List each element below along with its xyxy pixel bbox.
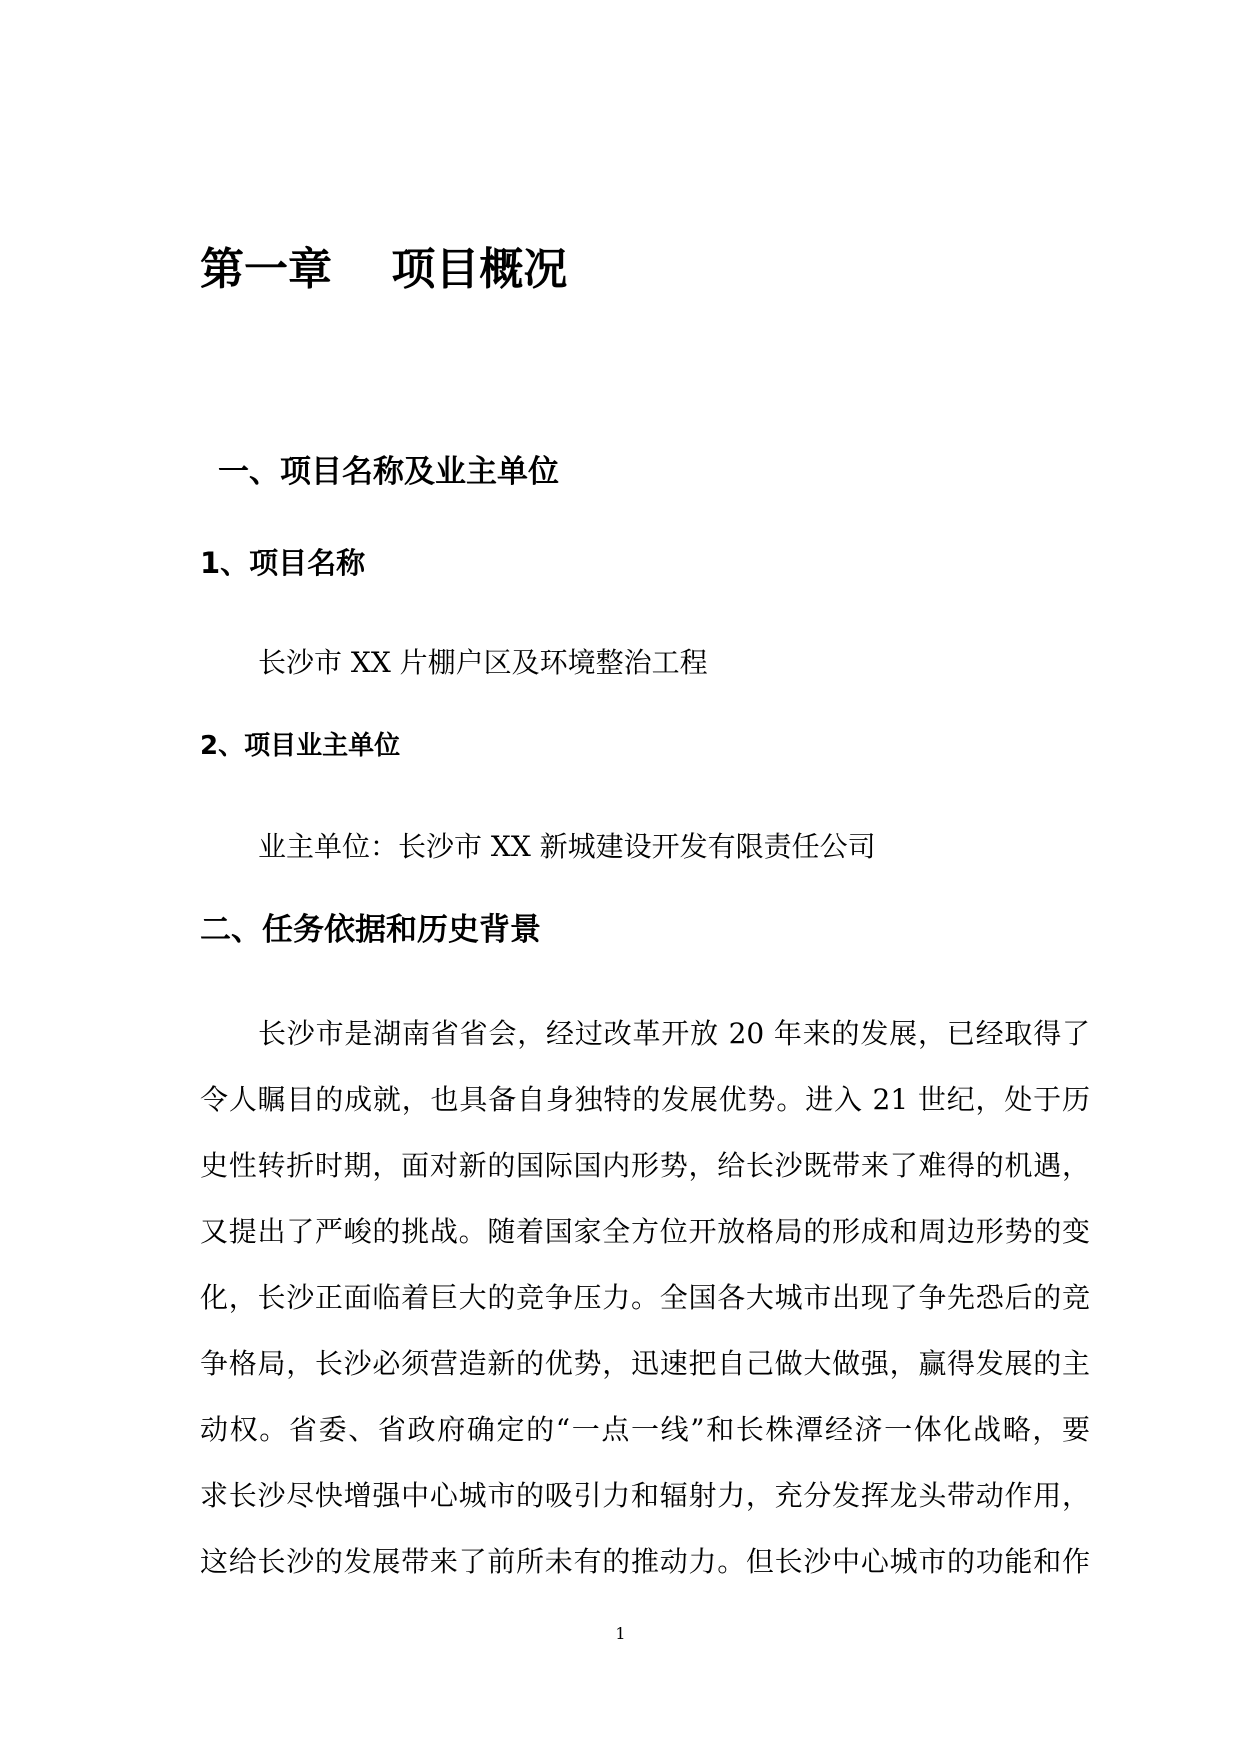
paragraph-line: 化，长沙正面临着巨大的竞争压力。全国各大城市出现了争先恐后的竞	[200, 1281, 1090, 1314]
project-owner-text: 业主单位：长沙市 XX 新城建设开发有限责任公司	[258, 830, 876, 863]
page-number: 1	[615, 1624, 626, 1643]
paragraph-line: 史性转折时期，面对新的国际国内形势，给长沙既带来了难得的机遇，	[200, 1149, 1090, 1182]
project-name-text: 长沙市 XX 片棚户区及环境整治工程	[258, 646, 708, 679]
section-heading-project-name-and-owner: 一、项目名称及业主单位	[218, 454, 559, 490]
section-heading-basis-and-background: 二、任务依据和历史背景	[200, 912, 541, 948]
paragraph-line: 令人瞩目的成就，也具备自身独特的发展优势。进入 21 世纪，处于历	[200, 1083, 1090, 1116]
chapter-title: 第一章 项目概况	[200, 244, 568, 295]
paragraph-line: 争格局，长沙必须营造新的优势，迅速把自己做大做强，赢得发展的主	[200, 1347, 1090, 1380]
paragraph-line: 又提出了严峻的挑战。随着国家全方位开放格局的形成和周边形势的变	[200, 1215, 1090, 1248]
paragraph-line: 求长沙尽快增强中心城市的吸引力和辐射力，充分发挥龙头带动作用，	[200, 1479, 1090, 1512]
subsection-heading-project-name: 1、项目名称	[200, 546, 366, 580]
paragraph-line: 这给长沙的发展带来了前所未有的推动力。但长沙中心城市的功能和作	[200, 1545, 1090, 1578]
paragraph-line: 动权。省委、省政府确定的“一点一线”和长株潭经济一体化战略，要	[200, 1413, 1090, 1446]
subsection-heading-project-owner: 2、项目业主单位	[200, 731, 401, 761]
paragraph-line: 长沙市是湖南省省会，经过改革开放 20 年来的发展，已经取得了	[258, 1017, 1090, 1050]
